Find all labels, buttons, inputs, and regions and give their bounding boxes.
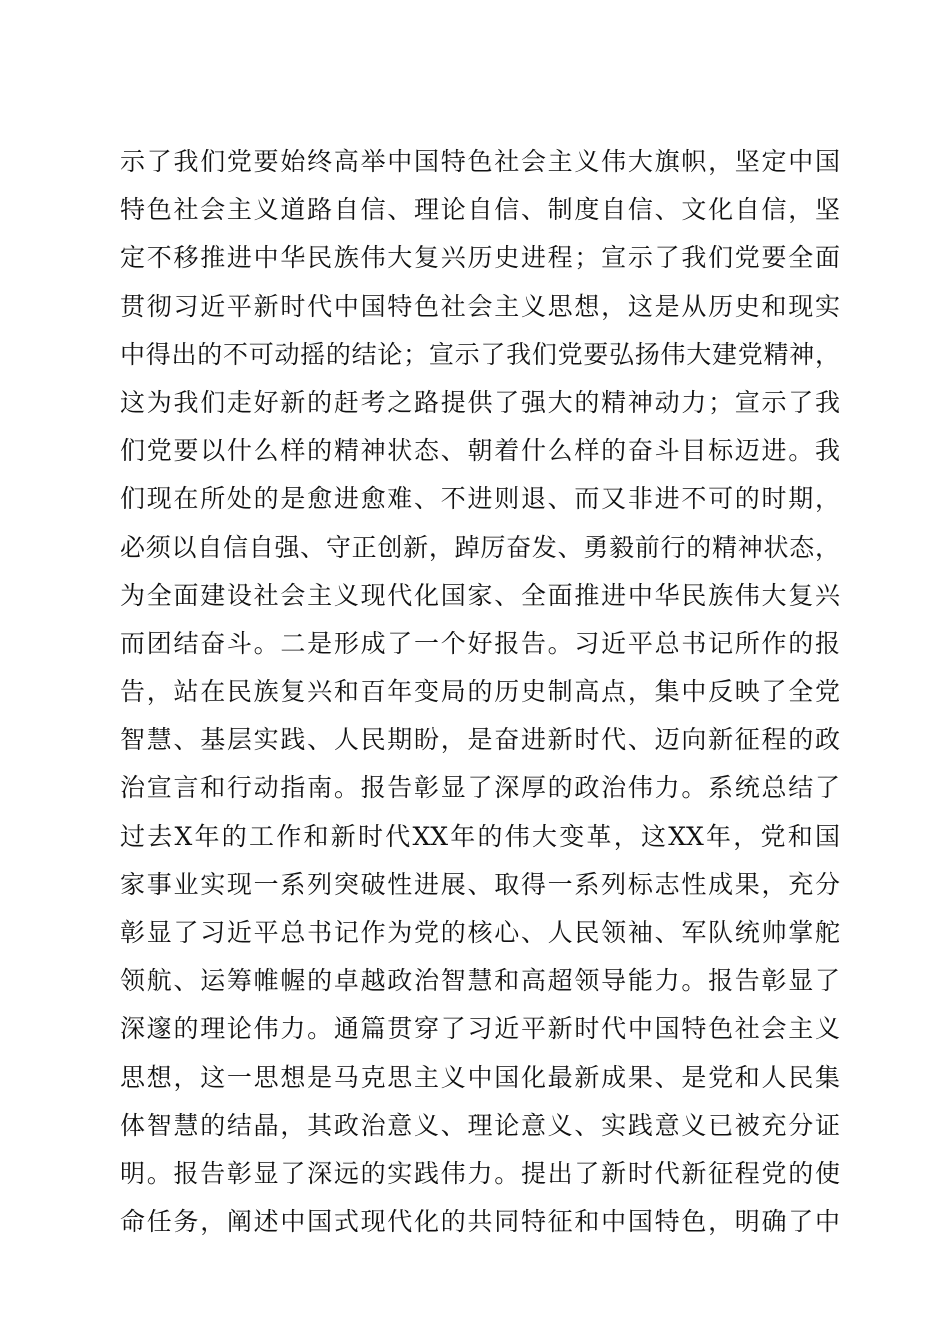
text-line-12: 告，站在民族复兴和百年变局的历史制高点，集中反映了全党 [120, 677, 840, 707]
text-line-4: 贯彻习近平新时代中国特色社会主义思想，这是从历史和现实 [120, 291, 840, 321]
text-line-19: 深邃的理论伟力。通篇贯穿了习近平新时代中国特色社会主义 [120, 1014, 840, 1044]
text-line-5: 中得出的不可动摇的结论；宣示了我们党要弘扬伟大建党精神， [120, 339, 840, 369]
text-line-23: 命任务，阐述中国式现代化的共同特征和中国特色，明确了中 [120, 1207, 840, 1237]
text-line-21: 体智慧的结晶，其政治意义、理论意义、实践意义已被充分证 [120, 1110, 840, 1140]
text-line-20: 思想，这一思想是马克思主义中国化最新成果、是党和人民集 [120, 1062, 840, 1092]
text-line-6: 这为我们走好新的赶考之路提供了强大的精神动力；宣示了我 [120, 387, 840, 417]
text-line-3: 定不移推进中华民族伟大复兴历史进程；宣示了我们党要全面 [120, 243, 840, 273]
text-line-7: 们党要以什么样的精神状态、朝着什么样的奋斗目标迈进。我 [120, 436, 840, 466]
text-line-8: 们现在所处的是愈进愈难、不进则退、而又非进不可的时期， [120, 484, 840, 514]
text-line-10: 为全面建设社会主义现代化国家、全面推进中华民族伟大复兴 [120, 580, 840, 610]
text-line-11: 而团结奋斗。二是形成了一个好报告。习近平总书记所作的报 [120, 628, 840, 658]
text-line-17: 彰显了习近平总书记作为党的核心、人民领袖、军队统帅掌舵 [120, 918, 840, 947]
body-paragraph [120, 138, 840, 1246]
text-line-2: 特色社会主义道路自信、理论自信、制度自信、文化自信，坚 [120, 195, 840, 225]
text-line-18: 领航、运筹帷幄的卓越政治智慧和高超领导能力。报告彰显了 [120, 966, 840, 996]
text-line-14: 治宣言和行动指南。报告彰显了深厚的政治伟力。系统总结了 [120, 773, 840, 803]
text-line-9: 必须以自信自强、守正创新，踔厉奋发、勇毅前行的精神状态， [120, 532, 840, 562]
text-line-13: 智慧、基层实践、人民期盼，是奋进新时代、迈向新征程的政 [120, 725, 840, 755]
text-line-16: 家事业实现一系列突破性进展、取得一系列标志性成果，充分 [120, 869, 840, 899]
text-line-1: 示了我们党要始终高举中国特色社会主义伟大旗帜，坚定中国 [120, 147, 840, 176]
text-line-15: 过去X年的工作和新时代XX年的伟大变革，这XX年，党和国 [120, 821, 840, 851]
text-line-22: 明。报告彰显了深远的实践伟力。提出了新时代新征程党的使 [120, 1158, 840, 1188]
